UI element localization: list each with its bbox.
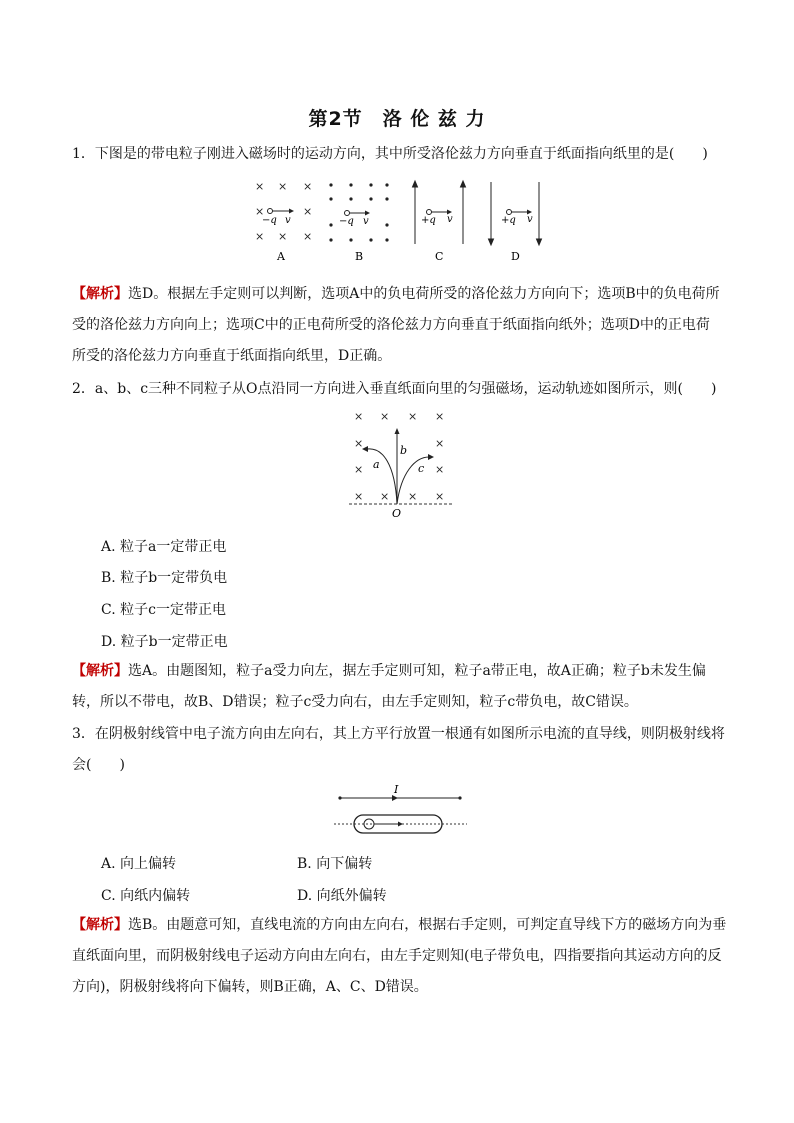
question-1-stem: 1．下图是的带电粒子刚进入磁场时的运动方向，其中所受洛伦兹力方向垂直于纸面指向纸里的是( ) [72, 146, 708, 162]
figure-d-label: D [511, 250, 520, 263]
svg-text:×: × [303, 180, 313, 193]
solution-line: 选D。根据左手定则可以判断，选项A中的负电荷所受的洛伦兹力方向向下；选项B中的负电荷所 [128, 286, 720, 302]
svg-text:×: × [408, 490, 418, 503]
figure-a-label: A [277, 250, 285, 263]
solution-line: 选B。由题意可知，直线电流的方向由左向右，根据右手定则，可判定直导线下方的磁场方向为垂 [128, 917, 727, 933]
svg-text:×: × [435, 490, 445, 503]
svg-text:×: × [354, 410, 364, 423]
figure-d-field-lines [489, 182, 542, 245]
figure-c-velocity-label: v [447, 214, 453, 225]
label-b: b [400, 444, 408, 457]
question-1-figure [245, 178, 555, 266]
svg-text:×: × [354, 437, 364, 450]
question-2-figure [343, 405, 458, 520]
solution-line: 方向)，阴极射线将向下偏转，则B正确，A、C、D错误。 [72, 979, 428, 995]
q3-option-c[interactable]: C. 向纸内偏转 [101, 888, 191, 904]
figure-d-charge [507, 210, 512, 215]
solution-line: 受的洛伦兹力方向向上；选项C中的正电荷所受的洛伦兹力方向垂直于纸面指向纸外；选项D中的正电荷 [72, 317, 710, 333]
q3-option-d[interactable]: D. 向纸外偏转 [297, 888, 387, 904]
question-3-figure [332, 784, 472, 840]
svg-text:×: × [278, 180, 288, 193]
q3-option-b[interactable]: B. 向下偏转 [297, 856, 373, 872]
svg-text:×: × [303, 230, 313, 243]
solution-line: 所受的洛伦兹力方向垂直于纸面指向纸里，D正确。 [72, 348, 392, 364]
q2-option-c[interactable]: C. 粒子c一定带正电 [101, 602, 226, 618]
figure-c-charge-label: +q [421, 215, 436, 226]
svg-text:×: × [435, 410, 445, 423]
solution-tag: 【解析】 [72, 917, 128, 933]
figure-a-charge-label: −q [262, 215, 277, 226]
figure-a-velocity-label: v [285, 215, 291, 226]
figure-b-velocity-label: v [363, 216, 369, 227]
cathode [364, 819, 374, 829]
label-c: c [418, 462, 425, 475]
q2-option-b[interactable]: B. 粒子b一定带负电 [101, 570, 228, 586]
stem-line: 会( ) [72, 757, 125, 773]
svg-text:×: × [303, 205, 313, 218]
svg-text:×: × [255, 180, 265, 193]
svg-text:×: × [380, 490, 390, 503]
q2-option-d[interactable]: D. 粒子b一定带正电 [101, 634, 228, 650]
stem-line: 3．在阴极射线管中电子流方向由左向右，其上方平行放置一根通有如图所示电流的直导线，则阴极射线将 [72, 726, 725, 742]
svg-text:×: × [354, 490, 364, 503]
label-a: a [373, 458, 380, 471]
svg-text:×: × [255, 230, 265, 243]
question-3-solution [72, 910, 732, 1003]
svg-text:×: × [354, 463, 364, 476]
svg-text:×: × [255, 205, 265, 218]
figure-b-label: B [355, 250, 364, 263]
solution-line: 选A。由题图知，粒子a受力向左，据左手定则可知，粒子a带正电，故A正确；粒子b未发生偏 [128, 663, 706, 679]
solution-tag: 【解析】 [72, 663, 128, 679]
figure-c-charge [427, 210, 432, 215]
q3-option-a[interactable]: A. 向上偏转 [101, 856, 177, 872]
svg-text:×: × [408, 410, 418, 423]
question-3-stem [72, 719, 732, 781]
svg-text:×: × [278, 230, 288, 243]
figure-b-charge [345, 211, 350, 216]
figure-d-velocity-label: v [527, 214, 533, 225]
svg-text:×: × [380, 410, 390, 423]
figure-d-charge-label: +q [501, 215, 516, 226]
solution-tag: 【解析】 [72, 286, 128, 302]
question-1-solution [72, 279, 732, 372]
figure-c-label: C [435, 250, 444, 263]
svg-text:×: × [435, 463, 445, 476]
label-o: O [392, 507, 402, 520]
question-2-solution [72, 656, 732, 718]
electron-direction-arrow [398, 822, 403, 827]
current-label: I [394, 784, 399, 796]
solution-line: 直纸面向里，而阴极射线电子运动方向由左向右，由左手定则知(电子带负电，四指要指向其运动方向的反 [72, 948, 722, 964]
figure-a-charge [268, 209, 273, 214]
svg-text:×: × [435, 437, 445, 450]
q2-option-a[interactable]: A. 粒子a一定带正电 [101, 539, 227, 555]
question-2-stem: 2．a、b、c三种不同粒子从O点沿同一方向进入垂直纸面向里的匀强磁场，运动轨迹如图所示，则( ) [72, 381, 717, 397]
figure-b-charge-label: −q [339, 216, 354, 227]
page-title: 第2节 洛 伦 兹 力 [308, 108, 486, 130]
solution-line: 转，所以不带电，故B、D错误；粒子c受力向右，由左手定则知，粒子c带负电，故C错误。 [72, 694, 638, 710]
